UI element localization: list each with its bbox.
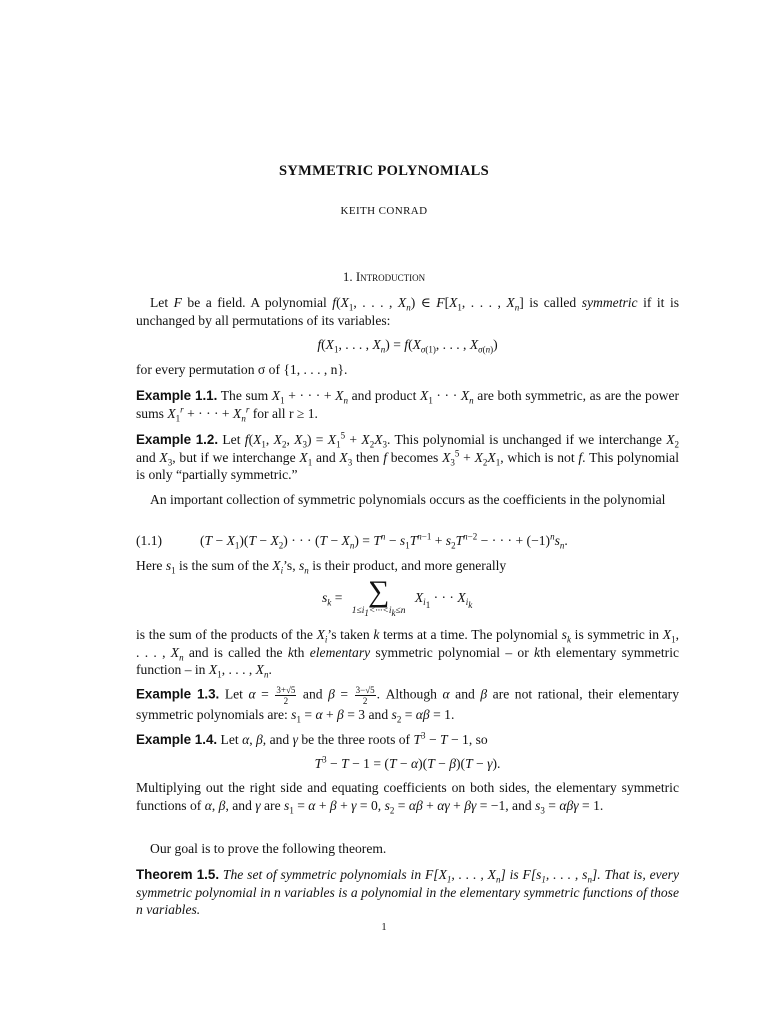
summation-symbol: ∑ $1\le i_1<\cdot\cdot\cdot<i_k\le n$ xyxy=(351,575,406,618)
example-1-1-label: Example 1.1. xyxy=(136,388,218,403)
author-name: KEITH CONRAD xyxy=(340,205,428,217)
example-1-3: Example 1.3. Let α = $\frac{3+√5}{2}$ and β = $\frac{3-√5}{2}$ . Although α and β are not rational, their elementary symmetric polynomials are: $s_1 = \alpha + \beta = 3$ and $s_2 = \alpha\beta = 1$. xyxy=(136,685,680,725)
theorem-1-5-label: Theorem 1.5. xyxy=(136,867,220,882)
paper-title: SYMMETRIC POLYNOMIALS xyxy=(279,163,489,179)
equation-cubic: $T^3 - T - 1 = (T - \alpha)(T - \beta)(T - \gamma)$. xyxy=(314,754,501,771)
here-paragraph: Here $s_1$ is the sum of the $X_i’s$, $s_n$ is their product, and more generally xyxy=(136,558,507,576)
example-1-3-label: Example 1.3. xyxy=(136,686,220,702)
example-1-2: Example 1.2. Let $f(X_1$, $X_2$, $X_3) = X_1^5 + X_2X_3$. This polynomial is unchanged if we interchange $X_2$ and $X_3$, but if we interchange $X_1$ and $X_3$ then f becomes $X_3^5 + X_2X_1$, which is not f. This polynomial is only “partially symmetric.” xyxy=(136,430,680,483)
example-1-4: Example 1.4. Let α, β, and γ be the three roots of $T^3 - T - 1$, so xyxy=(136,730,488,747)
sk-description: is the sum of the products of the $X_i’s$ taken k terms at a time. The polynomial $s_k$ is symmetric in $X_1$, . . . , $X_n$ and is called the kth elementary symmetric polynomial – or kth elementary symmetric function – in $X_1$, . . . , $X_n$. xyxy=(136,627,680,680)
multiplying-paragraph: Multiplying out the right side and equating coefficients on both sides, the elementary symmetric functions of α, β, and γ are $s_1 = \alpha + \beta + \gamma = 0$, $s_2 = \alpha\beta + \alpha\gamma + \beta\gamma = -1$, and $s_3 = \alpha\beta\gamma = 1$. xyxy=(136,780,679,816)
equation-permutation: $f(X_1$, . . . , $X_n) = f(X_{\sigma(1)}$, . . . , $X_{\sigma(n)}$) xyxy=(317,337,498,355)
example-1-1: Example 1.1. The sum $X_1$ + · · · + $X_n$ and product $X_1$ · · · $X_n$ are both symmetric, as are the power sums $X_1^r$ + · · · + $X_n^r$ for all r ≥ 1. xyxy=(136,388,680,424)
example-1-2-label: Example 1.2. xyxy=(136,432,219,447)
intro-paragraph: Let F be a field. A polynomial $f(X_1$, . . . , $X_n$) ∈ $F[X_1$, . . . , $X_n$] is called symmetric if it is unchanged by all permutations of its variables: xyxy=(136,295,680,328)
theorem-1-5: Theorem 1.5. The set of symmetric polynomials in $F[X_1$, . . . , $X_n$] is $F[s_1$, . . . , $s_n$]. That is, every symmetric polynomial in n variables is a polynomial in the elementary symmetric functions of those n variables. xyxy=(136,867,680,918)
example-1-4-label: Example 1.4. xyxy=(136,732,218,747)
page-number: 1 xyxy=(381,922,387,933)
elementary-term: elementary xyxy=(309,644,371,660)
equation-1-1-label: (1.1) xyxy=(136,533,163,548)
symmetric-term: symmetric xyxy=(581,295,638,310)
equation-sk: $s_k$ = ∑ $1\le i_1<\cdot\cdot\cdot<i_k\le n$ $X_{i_1}$ · · · $X_{i_k}$ xyxy=(322,575,473,618)
important-paragraph: An important collection of symmetric polynomials occurs as the coefficients in the polynomial xyxy=(150,492,666,507)
goal-paragraph: Our goal is to prove the following theorem. xyxy=(150,841,387,856)
section-heading: 1. Introduction xyxy=(342,269,426,284)
equation-1-1: $(T - X_1)(T - X_2)$ · · · $(T - X_n) = T^n - s_1T^{n-1} + s_2T^{n-2}$ − · · · + $(-1)^ns_n$. xyxy=(200,531,568,551)
intro-after: for every permutation σ of {1, . . . , n}. xyxy=(136,362,348,377)
